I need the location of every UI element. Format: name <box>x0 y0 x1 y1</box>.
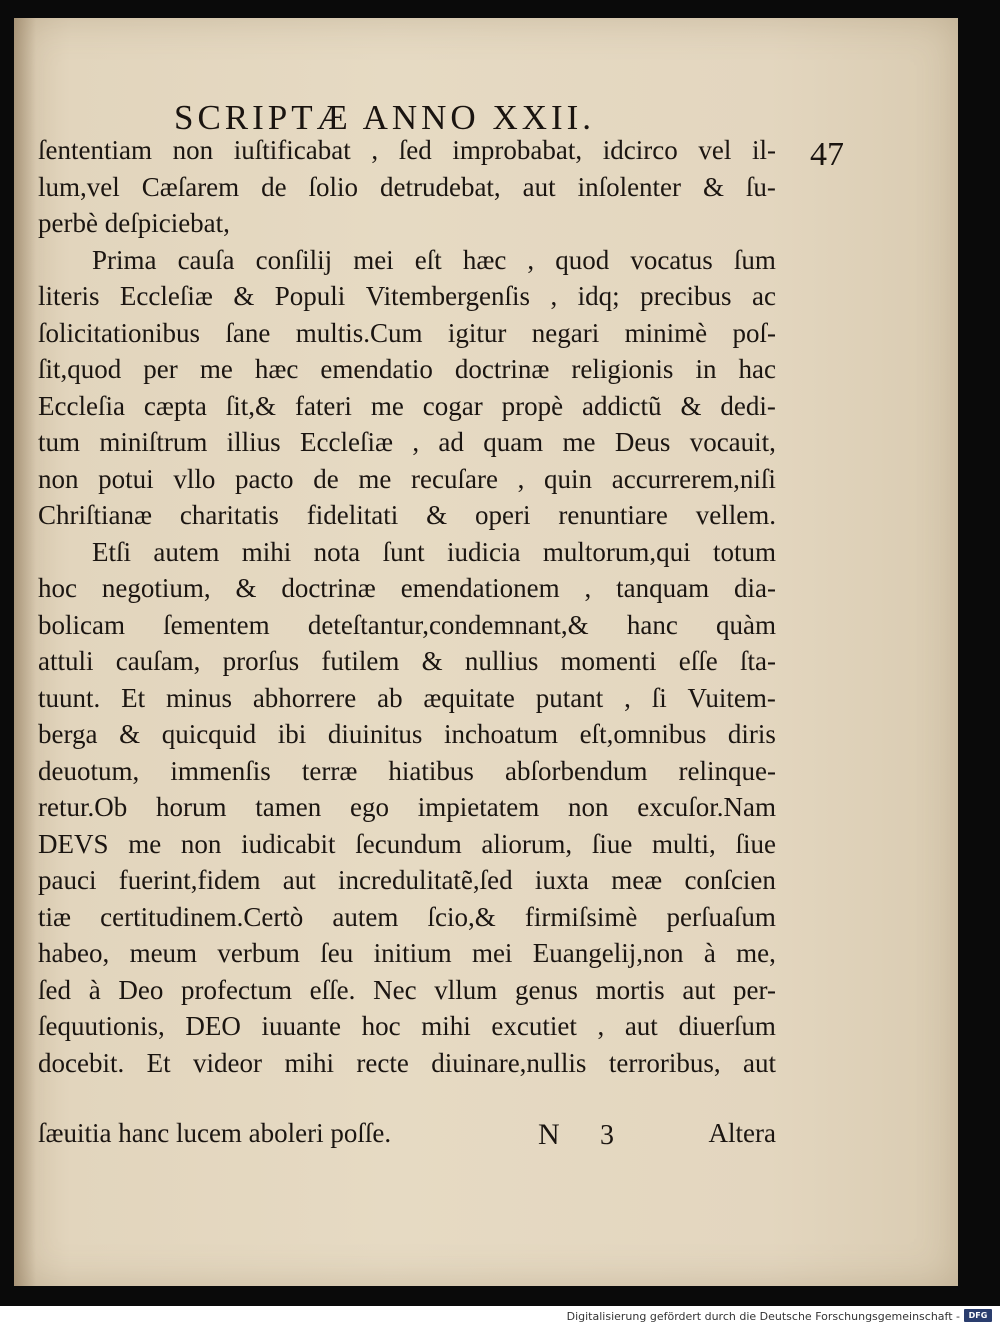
word: dia- <box>733 573 776 603</box>
word: quin <box>544 463 593 494</box>
word: genus <box>514 974 578 1005</box>
word: , <box>550 281 558 311</box>
word: tum <box>38 427 81 457</box>
word: iudicia <box>446 536 521 567</box>
word: terræ <box>301 755 358 786</box>
word: ſunt <box>382 536 425 567</box>
word: ac <box>751 281 776 311</box>
word: me <box>128 828 162 859</box>
word: non <box>568 792 609 822</box>
word: abhorrere <box>252 682 357 713</box>
word: retur.Ob <box>38 792 128 822</box>
word: aut <box>624 1011 658 1041</box>
running-head <box>174 90 694 138</box>
word: improbabat, <box>452 135 583 165</box>
text-line <box>38 497 776 534</box>
word: Deus <box>614 427 671 457</box>
word: aut <box>682 974 716 1005</box>
signature-number: 3 <box>600 1120 614 1151</box>
word: abſorbendum <box>504 755 648 786</box>
word: hanc <box>626 609 678 640</box>
word: mihi <box>241 536 292 567</box>
word: tuunt. <box>38 682 101 713</box>
book-page <box>14 18 958 1286</box>
catchword: Altera <box>708 1118 776 1148</box>
word: doctrinæ <box>281 573 376 603</box>
word: me, <box>736 938 776 968</box>
word: vocauit, <box>689 427 776 457</box>
word: diuinare,nullis <box>431 1047 587 1078</box>
word: vllo <box>173 463 216 494</box>
word: quicquid <box>161 719 257 749</box>
word: addictũ <box>582 390 662 421</box>
word: & <box>235 573 257 603</box>
text-line <box>38 753 776 790</box>
word: hæc <box>254 354 299 384</box>
word: in <box>695 354 717 384</box>
word: Vuitem- <box>687 682 776 713</box>
word: lum,vel <box>38 171 120 202</box>
word: hæc <box>462 244 507 275</box>
word: ſiue <box>591 828 633 859</box>
word: Etſi <box>92 536 131 567</box>
word: propè <box>501 390 564 421</box>
word: firmiſsimè <box>524 901 638 932</box>
word: excutiet <box>491 1011 577 1041</box>
word: iuſtificabat <box>233 135 351 165</box>
word: non <box>38 463 79 494</box>
word: hiatibus <box>388 755 474 786</box>
word: Et <box>146 1047 171 1078</box>
word: momenti <box>560 646 657 676</box>
word: Deo <box>118 974 164 1005</box>
word: idq; <box>577 281 620 311</box>
word: & <box>119 719 141 749</box>
word: ad <box>438 427 464 457</box>
word: ſit,& <box>225 390 277 421</box>
word: horum <box>156 792 227 822</box>
word: Vitembergenſis <box>365 281 531 311</box>
word: nota <box>313 536 361 567</box>
word: literis <box>38 281 100 311</box>
text-line <box>38 789 776 826</box>
word: multis.Cum <box>295 317 423 348</box>
signature-letter: N <box>538 1118 560 1151</box>
word: aut <box>742 1047 776 1078</box>
word: vocatus <box>630 244 713 275</box>
word: nullius <box>464 646 539 676</box>
word: ſementem <box>163 609 270 640</box>
word: ab <box>377 682 403 713</box>
word: per- <box>733 974 776 1005</box>
word: emendatio <box>320 354 433 384</box>
running-head-text: SCRIPTÆ ANNO XXII. <box>174 98 596 137</box>
word: hac <box>738 354 776 384</box>
word: non <box>172 135 214 165</box>
word: autem <box>153 536 220 567</box>
word: verbum <box>217 938 300 968</box>
word: multi, <box>652 828 716 859</box>
word: vllum <box>434 974 498 1005</box>
word: impietatem <box>417 792 540 822</box>
text-line <box>38 680 776 717</box>
word: , <box>527 244 535 275</box>
word: meum <box>129 938 198 968</box>
word: , <box>412 427 420 457</box>
word: multorum,qui <box>542 536 691 567</box>
word: ſed <box>398 135 432 165</box>
final-line-text: ſæuitia hanc lucem aboleri poſſe. <box>38 1118 392 1148</box>
word: tanquam <box>616 573 710 603</box>
word: dedi- <box>720 390 776 421</box>
word: negotium, <box>101 573 211 603</box>
word: mihi <box>284 1047 334 1078</box>
word: ſententiam <box>38 135 152 165</box>
word: detrudebat, <box>379 171 501 202</box>
word: & <box>233 281 255 311</box>
word: operi <box>475 500 531 530</box>
text-line <box>38 899 776 936</box>
word: æquitate <box>423 682 515 713</box>
word: per <box>143 354 178 384</box>
word: me <box>358 463 392 494</box>
word: potui <box>98 463 154 494</box>
text-line <box>38 826 776 863</box>
word: Populi <box>274 281 346 311</box>
word: Eccleſia <box>38 390 125 421</box>
word: pacto <box>235 463 294 494</box>
text-line <box>38 278 776 315</box>
word: attuli <box>38 646 94 676</box>
word: fidelitati <box>306 500 399 530</box>
word: inchoatum <box>444 719 558 749</box>
word: conſcien <box>684 865 776 895</box>
word: Et <box>121 682 146 713</box>
text-line <box>38 461 776 498</box>
word: ſane <box>225 317 271 348</box>
word: ſta- <box>739 646 776 676</box>
text-line <box>38 169 776 206</box>
text-line <box>38 935 776 972</box>
word: ſcio,& <box>427 901 496 932</box>
text-line <box>38 315 776 352</box>
word: Cæſarem <box>141 171 240 202</box>
word: Nec <box>373 974 417 1005</box>
word: doctrinæ <box>454 354 550 384</box>
word: cauſa <box>177 244 235 275</box>
word: quam <box>483 427 544 457</box>
word: cauſam, <box>115 646 201 676</box>
word: eſſe <box>678 646 718 676</box>
word: relinque- <box>678 755 776 786</box>
word: igitur <box>447 317 507 348</box>
word: Eccleſiæ <box>119 281 213 311</box>
word: hoc <box>361 1011 401 1041</box>
body-text <box>38 132 776 1081</box>
word: me <box>199 354 233 384</box>
word: accurrerem,niſi <box>611 463 776 494</box>
word: mortis <box>595 974 665 1005</box>
text-line <box>38 643 776 680</box>
word: & <box>426 500 448 530</box>
word: autem <box>332 901 399 932</box>
text-line <box>38 607 776 644</box>
word: mei <box>353 244 394 275</box>
word: vellem. <box>695 500 776 530</box>
word: precibus <box>640 281 732 311</box>
word: DEVS <box>38 828 109 859</box>
word: profectum <box>181 974 292 1005</box>
word: emendationem <box>400 573 560 603</box>
word: videor <box>193 1047 263 1078</box>
word: recte <box>356 1047 409 1078</box>
word: vel <box>698 135 732 165</box>
text-line <box>38 351 776 388</box>
word: ibi <box>277 719 307 749</box>
word: , <box>597 1011 605 1041</box>
word: me <box>370 390 404 421</box>
word: il- <box>751 135 776 165</box>
word: docebit. <box>38 1047 125 1078</box>
text-line <box>38 534 776 571</box>
word: futilem <box>321 646 400 676</box>
final-line <box>38 1118 776 1158</box>
word: fateri <box>294 390 352 421</box>
word: ſed <box>38 974 71 1005</box>
word: ſit,quod <box>38 354 122 384</box>
word: putant <box>535 682 604 713</box>
text-line <box>38 716 776 753</box>
word: eſt <box>414 244 442 275</box>
text-line <box>38 972 776 1009</box>
word: Eccleſiæ <box>300 427 393 457</box>
word: mei <box>471 938 513 968</box>
text-line <box>38 424 776 461</box>
word: totum <box>712 536 776 567</box>
word: ſequutionis, <box>38 1011 165 1041</box>
word: ſum <box>733 244 776 275</box>
word: charitatis <box>179 500 279 530</box>
word: minus <box>165 682 232 713</box>
word: bolicam <box>38 609 125 640</box>
word: perſuaſum <box>666 901 776 932</box>
word: ſu- <box>745 171 776 202</box>
text-line <box>38 862 776 899</box>
word: immenſis <box>170 755 271 786</box>
word: hoc <box>38 573 77 603</box>
word: deteſtantur,condemnant,& <box>307 609 589 640</box>
word: berga <box>38 719 98 749</box>
word: me <box>562 427 596 457</box>
word: religionis <box>571 354 674 384</box>
word: miniſtrum <box>99 427 208 457</box>
word: excuſor.Nam <box>637 792 776 822</box>
word: incredulitatẽ,ſed <box>337 865 513 895</box>
text-line <box>38 242 776 279</box>
word: tiæ <box>38 901 72 932</box>
word: eſt,omnibus <box>579 719 707 749</box>
word: quod <box>555 244 610 275</box>
word: aut <box>282 865 316 895</box>
text-line <box>38 132 776 169</box>
word: Prima <box>92 244 157 275</box>
word: negari <box>531 317 600 348</box>
word: deuotum, <box>38 755 140 786</box>
word: prorſus <box>222 646 300 676</box>
word: poſ- <box>732 317 776 348</box>
word: mihi <box>421 1011 471 1041</box>
word: & <box>421 646 443 676</box>
word: & <box>702 171 724 202</box>
word: recuſare <box>411 463 498 494</box>
word: aliorum, <box>481 828 573 859</box>
word: initium <box>373 938 452 968</box>
word: ſiue <box>735 828 776 859</box>
word: deſpiciebat, <box>104 208 230 238</box>
word: , <box>371 135 379 165</box>
word: , <box>624 682 631 713</box>
word: à <box>703 938 716 968</box>
word: iudicabit <box>241 828 336 859</box>
word: certitudinem.Certò <box>100 901 304 932</box>
word: tamen <box>255 792 322 822</box>
word: ego <box>350 792 389 822</box>
word: & <box>680 390 702 421</box>
text-line <box>38 1045 776 1082</box>
word: pauci <box>38 865 97 895</box>
word: fuerint,fidem <box>118 865 261 895</box>
word: inſolenter <box>577 171 682 202</box>
word: illius <box>226 427 281 457</box>
word: ſecundum <box>355 828 462 859</box>
text-line <box>38 1008 776 1045</box>
word: Euangelij,non <box>532 938 684 968</box>
text-line <box>38 205 776 242</box>
text-line <box>38 388 776 425</box>
word: aut <box>522 171 556 202</box>
word: non <box>180 828 222 859</box>
word: cogar <box>422 390 483 421</box>
page-number: 47 <box>810 136 844 173</box>
word: ſolicitationibus <box>38 317 200 348</box>
text-line <box>38 570 776 607</box>
word: ſolio <box>308 171 359 202</box>
word: conſilij <box>255 244 333 275</box>
word: ſeu <box>320 938 354 968</box>
word: de <box>313 463 339 494</box>
word: iuxta <box>534 865 589 895</box>
dfg-logo: DFG <box>964 1309 992 1322</box>
word: diuerſum <box>678 1011 776 1041</box>
word: idcirco <box>602 135 678 165</box>
word: cæpta <box>143 390 207 421</box>
word: diris <box>727 719 776 749</box>
word: Chriſtianæ <box>38 500 152 530</box>
word: , <box>584 573 592 603</box>
word: terroribus, <box>608 1047 721 1078</box>
word: à <box>88 974 101 1005</box>
word: quàm <box>716 609 776 640</box>
word: renuntiare <box>558 500 668 530</box>
word: DEO <box>185 1011 241 1041</box>
gutter-shadow <box>14 18 36 1286</box>
word: habeo, <box>38 938 110 968</box>
word: de <box>261 171 287 202</box>
word: minimè <box>624 317 708 348</box>
word: diuinitus <box>327 719 423 749</box>
word: iuuante <box>261 1011 341 1041</box>
word: , <box>517 463 525 494</box>
word: eſſe. <box>309 974 356 1005</box>
footer-credit: Digitalisierung gefördert durch die Deutsche Forschungsgemeinschaft - <box>566 1310 960 1323</box>
word: meæ <box>611 865 663 895</box>
word: perbè <box>38 208 105 238</box>
word: ſi <box>651 682 667 713</box>
